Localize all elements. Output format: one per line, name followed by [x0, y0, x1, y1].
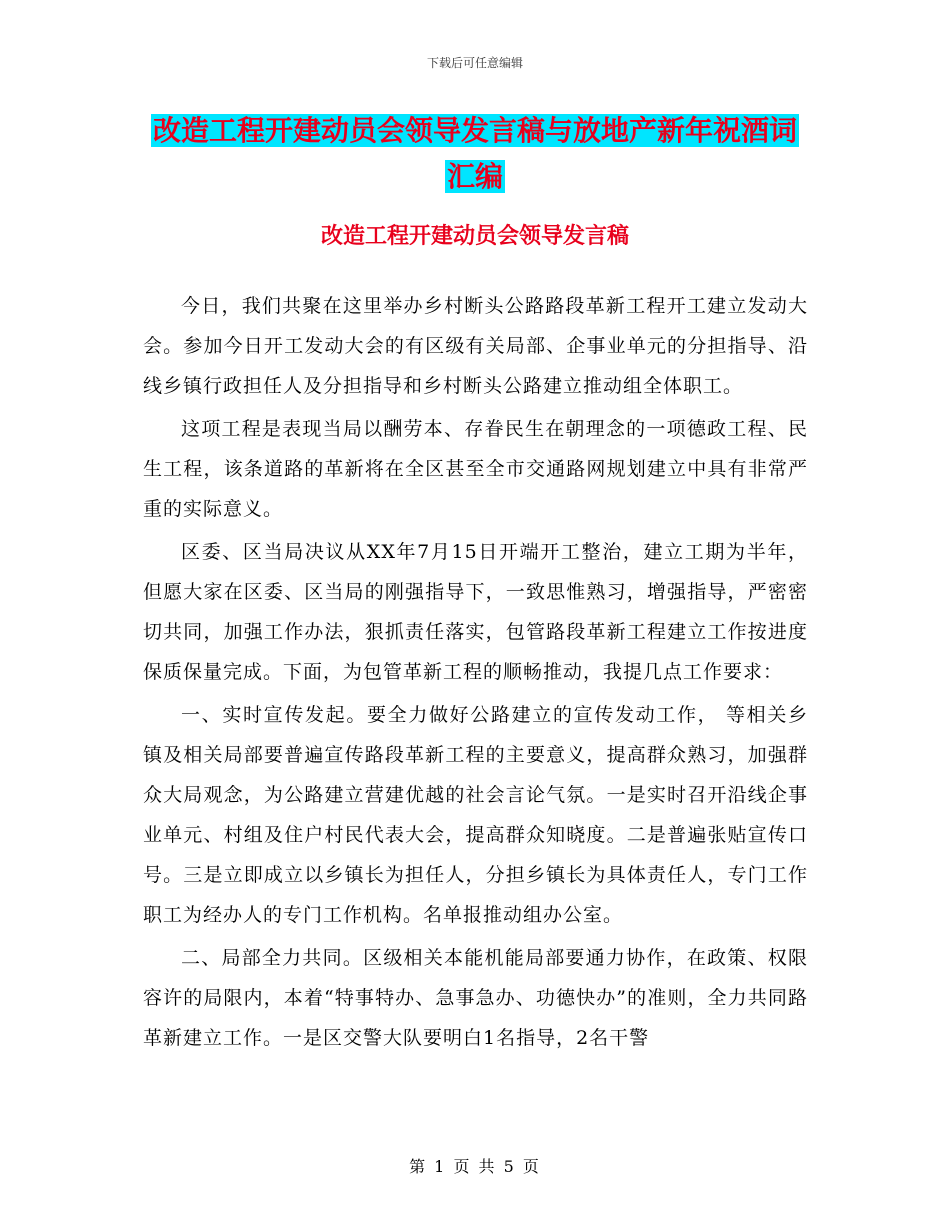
title-line-1: 改造工程开建动员会领导发言稿与放地产新年祝酒词	[152, 114, 797, 147]
header-note: 下载后可任意编辑	[426, 56, 523, 70]
body-text	[143, 286, 808, 1061]
paragraph: 一、实时宣传发起。要全力做好公路建立的宣传发动工作， 等相关乡镇及相关局部要普遍宣传路段革新工程的主要意义，提高群众熟习，加强群众大局观念，为公路建立营建优越的社会言论气氛。一是实时召开沿线企事业单元、村组及住户村民代表大会，提高群众知晓度。二是普遍张贴宣传口号。三是立即成立以乡镇长为担任人，分担乡镇长为具体责任人，专门工作职工为经办人的专门工作机构。名单报推动组办公室。	[143, 704, 808, 926]
document-title	[0, 108, 950, 200]
title-line-2: 汇编	[446, 160, 503, 193]
paragraph: 二、局部全力共同。区级相关本能机能局部要通力协作，在政策、权限容许的局限内，本着“特事特办、急事急办、功德快办”的准则，全力共同路革新建立工作。一是区交警大队要明白1名指导，2名干警	[143, 947, 808, 1049]
section-title: 改造工程开建动员会领导发言稿	[320, 224, 629, 249]
page-number: 第 1 页 共 5 页	[409, 1157, 541, 1176]
paragraph: 今日，我们共聚在这里举办乡村断头公路路段革新工程开工建立发动大会。参加今日开工发动大会的有区级有关局部、企事业单元的分担指导、沿线乡镇行政担任人及分担指导和乡村断头公路建立推动组全体职工。	[143, 295, 808, 397]
paragraph: 区委、区当局决议从XX年7月15日开端开工整治，建立工期为半年，但愿大家在区委、区当局的刚强指导下，一致思惟熟习，增强指导，严密密切共同，加强工作办法，狠抓责任落实，包管路段革新工程建立工作按进度保质保量完成。下面，为包管革新工程的顺畅推动，我提几点工作要求：	[143, 541, 808, 683]
paragraph: 这项工程是表现当局以酬劳本、存眷民生在朝理念的一项德政工程、民生工程，该条道路的革新将在全区甚至全市交通路网规划建立中具有非常严重的实际意义。	[143, 418, 808, 520]
